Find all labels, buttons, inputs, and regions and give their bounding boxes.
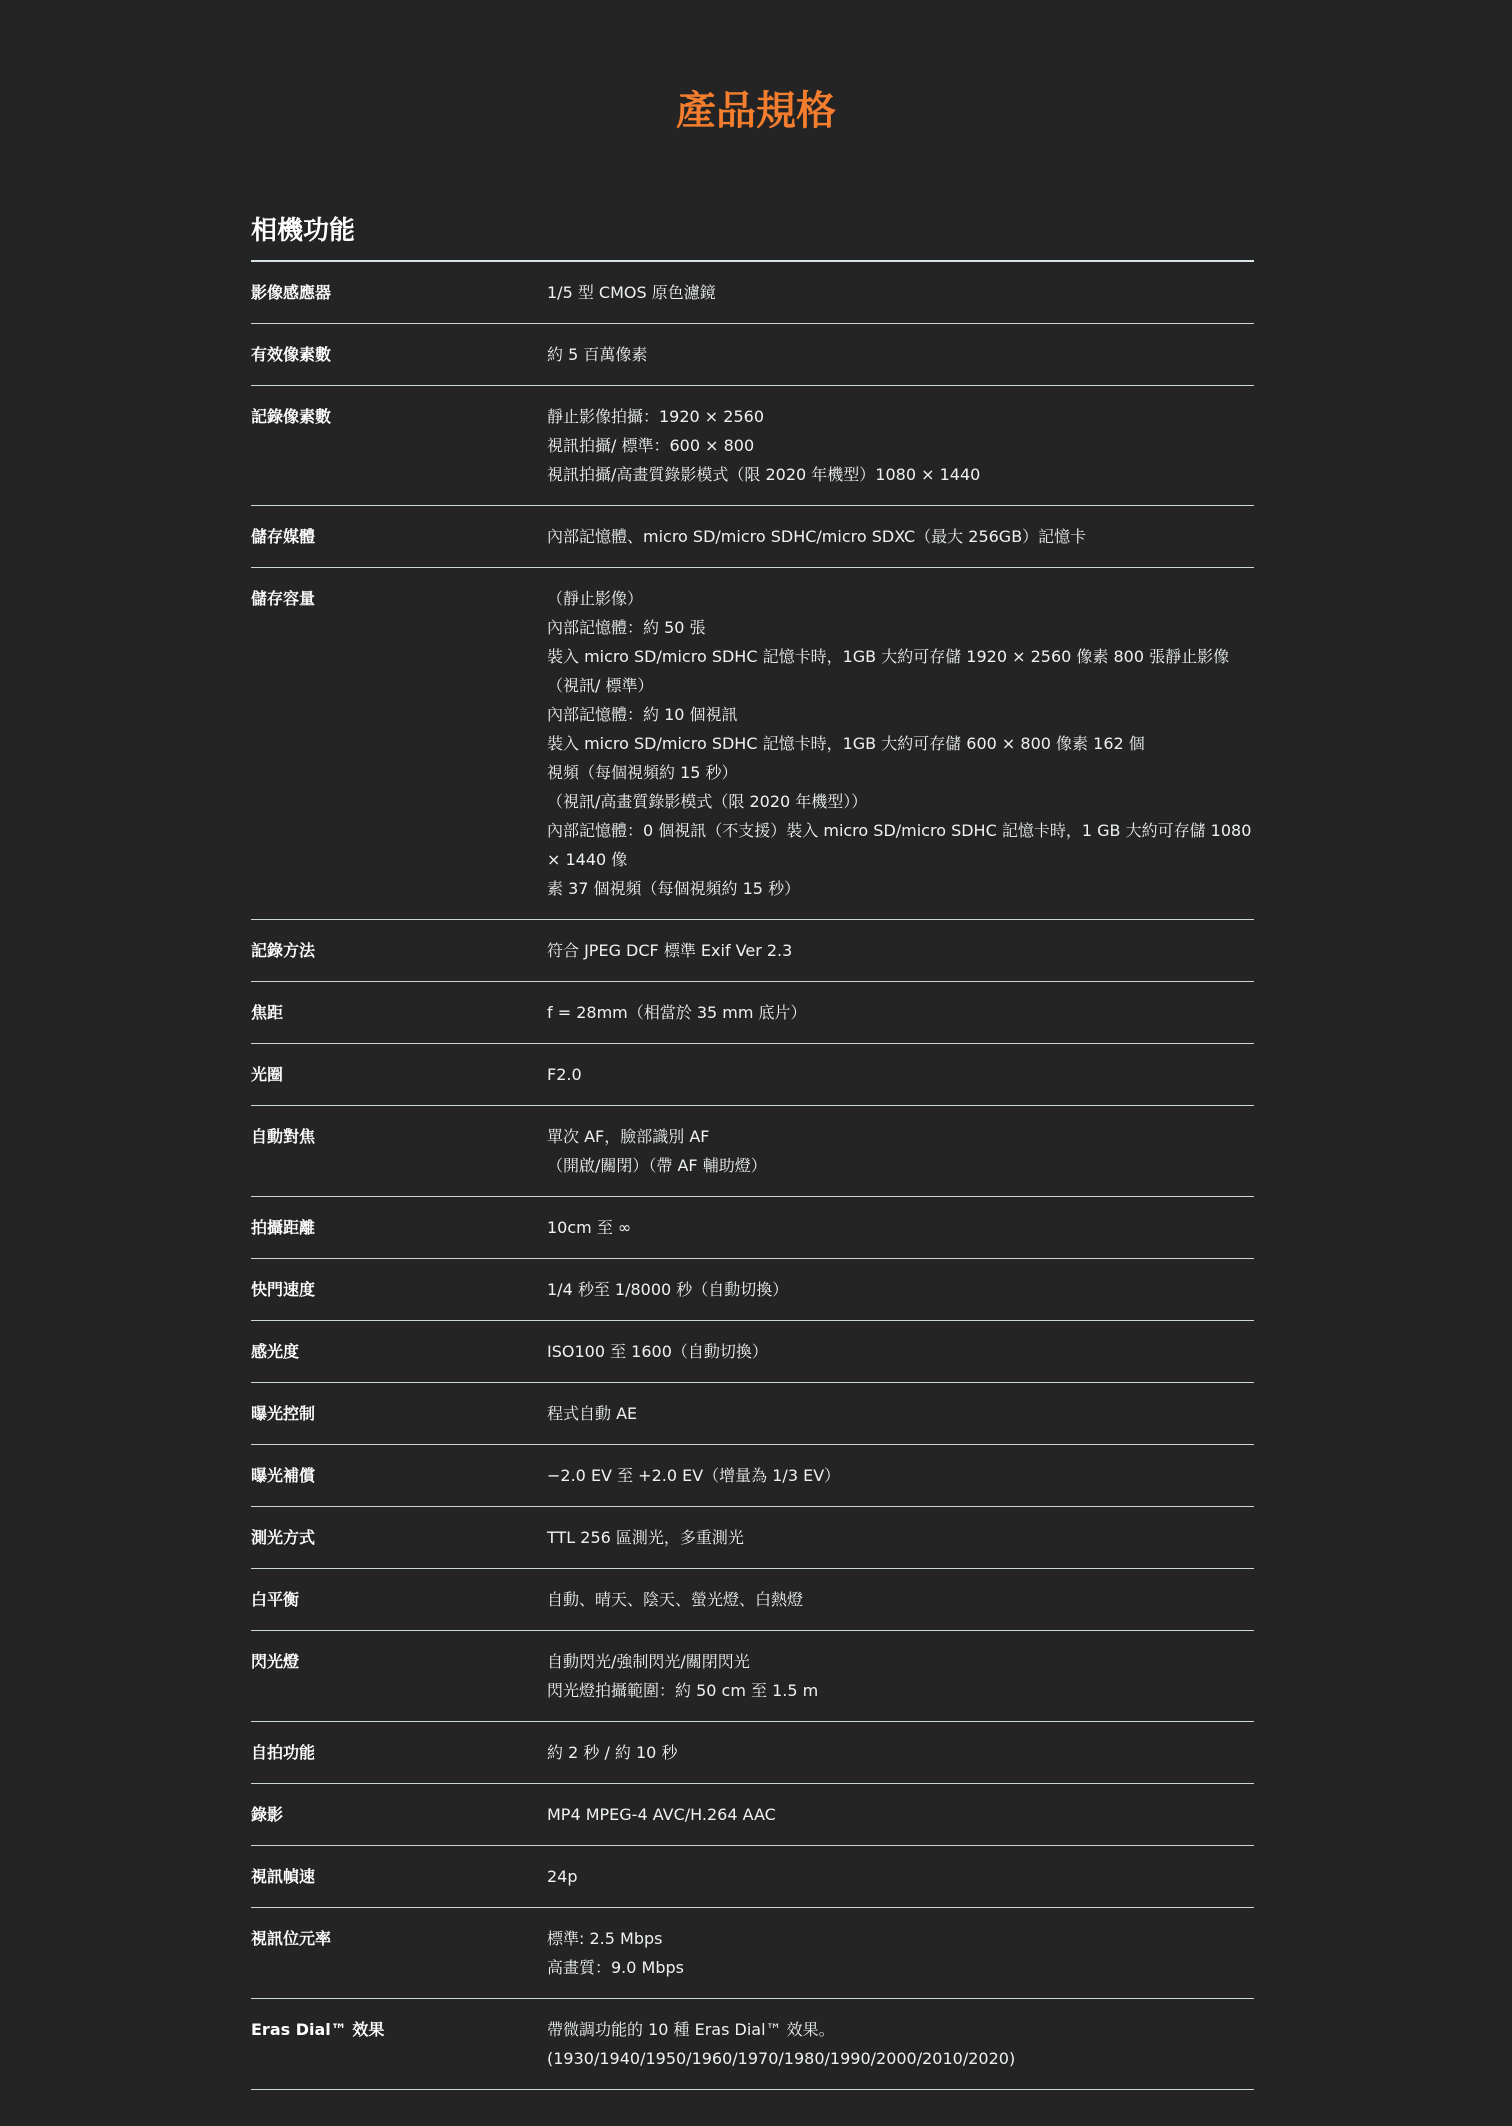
spec-value [547, 1399, 1254, 1428]
spec-row [251, 920, 1254, 982]
spec-value-line: 標準: 2.5 Mbps [547, 1929, 663, 1948]
spec-value [547, 340, 1254, 369]
spec-value [547, 584, 1257, 903]
spec-label: 視訊幀速 [251, 1867, 316, 1886]
spec-value [547, 1060, 1254, 1089]
spec-value-line: 帶微調功能的 10 種 Eras Dial™ 效果。 [547, 2020, 835, 2039]
spec-label: 儲存容量 [251, 589, 316, 608]
spec-value-line: MP4 MPEG-4 AVC/H.264 AAC [547, 1805, 776, 1824]
spec-label: 感光度 [251, 1342, 300, 1361]
spec-value [547, 1862, 1254, 1891]
spec-row [251, 262, 1254, 324]
spec-value-line: 素 37 個視頻（每個視頻約 15 秒） [547, 879, 801, 898]
section-heading: 相機功能 [251, 206, 1254, 262]
spec-value [547, 1213, 1254, 1242]
spec-value-line: 視訊拍攝/高畫質錄影模式（限 2020 年機型）1080 × 1440 [547, 465, 981, 484]
spec-value-line: （視訊/ 標準） [547, 676, 654, 695]
spec-label: 自拍功能 [251, 1743, 316, 1762]
spec-value-line: 內部記憶體、micro SD/micro SDHC/micro SDXC（最大 256GB）記憶卡 [547, 527, 1087, 546]
spec-label: 測光方式 [251, 1528, 316, 1547]
spec-value [547, 936, 1254, 965]
spec-value [547, 1523, 1254, 1552]
spec-row [251, 1846, 1254, 1908]
spec-row [251, 1197, 1254, 1259]
spec-value-line: 裝入 micro SD/micro SDHC 記憶卡時，1GB 大約可存儲 1920 × 2560 像素 800 張靜止影像 [547, 647, 1230, 666]
spec-value-line: 內部記憶體：0 個視訊（不支援）裝入 micro SD/micro SDHC 記憶卡時，1 GB 大約可存儲 1080 × 1440 像 [547, 821, 1257, 869]
spec-value-line: 自動閃光/強制閃光/關閉閃光 [547, 1652, 750, 1671]
spec-row [251, 1722, 1254, 1784]
spec-table [251, 262, 1257, 2090]
spec-value-line: 單次 AF，臉部識別 AF [547, 1127, 710, 1146]
spec-value-line: (1930/1940/1950/1960/1970/1980/1990/2000/2010/2020) [547, 2049, 1016, 2068]
page-title: 產品規格 [676, 88, 836, 134]
spec-label: 記錄方法 [251, 941, 316, 960]
spec-label: Eras Dial™ 效果 [251, 2020, 385, 2039]
spec-row [251, 324, 1254, 386]
spec-value [547, 1461, 1254, 1490]
spec-value-line: 符合 JPEG DCF 標準 Exif Ver 2.3 [547, 941, 793, 960]
spec-label: 光圈 [251, 1065, 284, 1084]
camera-features-section [251, 206, 1257, 2090]
spec-label: 曝光控制 [251, 1404, 316, 1423]
spec-value [547, 278, 1254, 307]
spec-label: 錄影 [251, 1805, 284, 1824]
spec-label: 閃光燈 [251, 1652, 300, 1671]
spec-label: 白平衡 [251, 1590, 300, 1609]
spec-label: 有效像素數 [251, 345, 332, 364]
spec-value-line: −2.0 EV 至 +2.0 EV（增量為 1/3 EV） [547, 1466, 841, 1485]
spec-label: 焦距 [251, 1003, 284, 1022]
spec-value [547, 1738, 1254, 1767]
spec-row [251, 982, 1254, 1044]
spec-value-line: （開啟/關閉）（帶 AF 輔助燈） [547, 1156, 767, 1175]
spec-value-line: 內部記憶體：約 50 張 [547, 618, 706, 637]
spec-row [251, 1999, 1254, 2090]
spec-value [547, 1275, 1254, 1304]
spec-value-line: 約 5 百萬像素 [547, 345, 648, 364]
spec-value-line: 靜止影像拍攝：1920 × 2560 [547, 407, 765, 426]
spec-value-line: 24p [547, 1867, 578, 1886]
spec-row [251, 1106, 1254, 1197]
spec-label: 拍攝距離 [251, 1218, 316, 1237]
spec-value-line: 視頻（每個視頻約 15 秒） [547, 763, 738, 782]
spec-row [251, 1321, 1254, 1383]
spec-row [251, 1383, 1254, 1445]
spec-value-line: TTL 256 區測光，多重測光 [547, 1528, 744, 1547]
spec-value [547, 998, 1254, 1027]
spec-value-line: ISO100 至 1600（自動切換） [547, 1342, 768, 1361]
spec-value-line: 程式自動 AE [547, 1404, 638, 1423]
spec-value-line: 自動、晴天、陰天、螢光燈、白熱燈 [547, 1590, 804, 1609]
spec-label: 快門速度 [251, 1280, 316, 1299]
spec-value [547, 1337, 1254, 1366]
spec-value-line: 視訊拍攝/ 標準：600 × 800 [547, 436, 755, 455]
spec-value [547, 1585, 1254, 1614]
spec-value-line: f = 28mm（相當於 35 mm 底片） [547, 1003, 807, 1022]
spec-row [251, 1507, 1254, 1569]
spec-value-line: 1/4 秒至 1/8000 秒（自動切換） [547, 1280, 789, 1299]
spec-value [547, 1647, 1254, 1705]
spec-label: 曝光補償 [251, 1466, 316, 1485]
spec-value-line: （視訊/高畫質錄影模式（限 2020 年機型）） [547, 792, 868, 811]
spec-value-line: （靜止影像） [547, 589, 644, 608]
spec-label: 儲存媒體 [251, 527, 316, 546]
spec-value [547, 1800, 1254, 1829]
spec-row [251, 1908, 1254, 1999]
spec-row [251, 1044, 1254, 1106]
spec-value-line: 10cm 至 ∞ [547, 1218, 632, 1237]
spec-value [547, 2015, 1254, 2073]
spec-label: 影像感應器 [251, 283, 332, 302]
spec-row [251, 1445, 1254, 1507]
spec-label: 自動對焦 [251, 1127, 316, 1146]
spec-label: 視訊位元率 [251, 1929, 332, 1948]
spec-value [547, 1122, 1254, 1180]
spec-row [251, 1631, 1254, 1722]
spec-value [547, 522, 1254, 551]
spec-row [251, 506, 1254, 568]
spec-row [251, 1784, 1254, 1846]
spec-value-line: 高畫質：9.0 Mbps [547, 1958, 684, 1977]
spec-value-line: 內部記憶體：約 10 個視訊 [547, 705, 738, 724]
spec-label: 記錄像素數 [251, 407, 332, 426]
spec-row [251, 568, 1257, 920]
spec-value-line: 約 2 秒 / 約 10 秒 [547, 1743, 678, 1762]
spec-value [547, 1924, 1254, 1982]
spec-value [547, 402, 1254, 489]
spec-row [251, 1569, 1254, 1631]
spec-row [251, 1259, 1254, 1321]
spec-value-line: F2.0 [547, 1065, 582, 1084]
spec-value-line: 閃光燈拍攝範圍：約 50 cm 至 1.5 m [547, 1681, 819, 1700]
spec-row [251, 386, 1254, 506]
spec-value-line: 1/5 型 CMOS 原色濾鏡 [547, 283, 716, 302]
spec-value-line: 裝入 micro SD/micro SDHC 記憶卡時，1GB 大約可存儲 600 × 800 像素 162 個 [547, 734, 1145, 753]
